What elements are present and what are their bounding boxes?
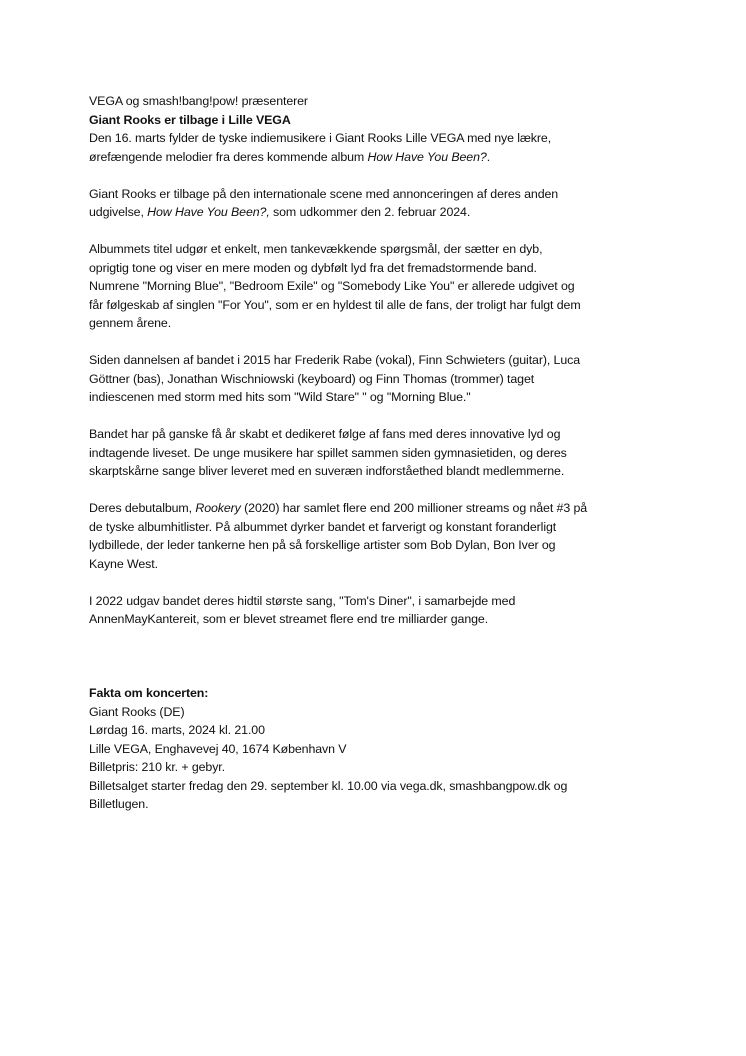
p6-line-1 <box>89 499 669 518</box>
facts-line: Giant Rooks (DE) <box>89 704 185 719</box>
facts-line: Billetlugen. <box>89 797 149 811</box>
paragraph-7 <box>89 592 669 629</box>
p3-line: Numrene "Morning Blue", "Bedroom Exile" og "Somebody Like You" er allerede udgivet og <box>89 279 575 293</box>
p4-line: indiescenen med storm med hits som "Wild Stare" " og "Morning Blue." <box>89 390 471 404</box>
p1-line-2-text: ørefængende melodier fra deres kommende album <box>89 149 368 164</box>
facts-section <box>89 684 669 814</box>
document-page <box>89 92 669 814</box>
p6-line-1-end: (2020) har samlet flere end 200 millioner streams og nået #3 på <box>240 501 588 515</box>
p2-line-1: Giant Rooks er tilbage på den internationale scene med annonceringen af deres anden <box>89 186 559 201</box>
p3-line: oprigtig tone og viser en mere moden og dybfølt lyd fra det fremadstormende band. <box>89 260 537 275</box>
p4-line: Göttner (bas), Jonathan Wischniowski (keyboard) og Finn Thomas (trommer) taget <box>89 371 535 386</box>
p4-line: Siden dannelsen af bandet i 2015 har Frederik Rabe (vokal), Finn Schwieters (guitar), Luca <box>89 353 581 367</box>
facts-line: Billetsalget starter fredag den 29. september kl. 10.00 via vega.dk, smashbangpow.dk og <box>89 778 568 793</box>
paragraph-2 <box>89 185 669 222</box>
paragraph-3 <box>89 240 669 333</box>
paragraph-4 <box>89 351 669 407</box>
p3-line: får følgeskab af singlen "For You", som er en hyldest til alle de fans, der troligt har fulgt dem <box>89 297 581 312</box>
album-title-how-have-you-been-2: How Have You Been?, <box>147 205 270 219</box>
section-spacer <box>89 647 669 684</box>
p7-line: AnnenMayKantereit, som er blevet streamet flere end tre milliarder gange. <box>89 612 489 626</box>
p5-line: indtagende liveset. De unge musikere har spillet sammen siden gymnasietiden, og deres <box>89 445 567 460</box>
intro-paragraph <box>89 92 669 166</box>
p1-line-2-end: . <box>486 149 491 164</box>
p6-line: lydbillede, der leder tankerne hen på så forskellige artister som Bob Dylan, Bon Iver og <box>89 538 556 552</box>
p6-line: Kayne West. <box>89 556 158 571</box>
p5-line: skarptskårne sange bliver leveret med en suveræn indforståethed blandt medlemmerne. <box>89 464 565 478</box>
p2-line-2-text: udgivelse, <box>89 205 148 219</box>
p7-line: I 2022 udgav bandet deres hidtil største sang, "Tom's Diner", i samarbejde med <box>89 593 516 608</box>
p3-line: Albummets titel udgør et enkelt, men tankevækkende spørgsmål, der sætter en dyb, <box>89 242 543 256</box>
presenter-line: VEGA og smash!bang!pow! præsenterer <box>89 94 308 108</box>
album-title-how-have-you-been: How Have You Been? <box>367 149 487 164</box>
facts-line: Billetpris: 210 kr. + gebyr. <box>89 760 225 774</box>
p1-line-2 <box>89 148 669 167</box>
headline: Giant Rooks er tilbage i Lille VEGA <box>89 112 291 127</box>
paragraph-5 <box>89 425 669 481</box>
facts-line: Lørdag 16. marts, 2024 kl. 21.00 <box>89 723 265 737</box>
p2-line-2 <box>89 203 669 222</box>
facts-heading: Fakta om koncerten: <box>89 686 209 700</box>
album-title-rookery: Rookery <box>195 501 241 515</box>
p5-line: Bandet har på ganske få år skabt et dedikeret følge af fans med deres innovative lyd og <box>89 427 561 441</box>
facts-line: Lille VEGA, Enghavevej 40, 1674 København V <box>89 741 347 756</box>
p2-line-2-end: som udkommer den 2. februar 2024. <box>269 205 471 219</box>
p6-line-1-text: Deres debutalbum, <box>89 501 196 515</box>
p3-line: gennem årene. <box>89 316 172 330</box>
p1-line-1: Den 16. marts fylder de tyske indiemusikere i Giant Rooks Lille VEGA med nye lækre, <box>89 131 552 145</box>
p6-line: de tyske albumhitlister. På albummet dyrker bandet et farverigt og konstant foranderligt <box>89 519 557 534</box>
paragraph-6 <box>89 499 669 573</box>
